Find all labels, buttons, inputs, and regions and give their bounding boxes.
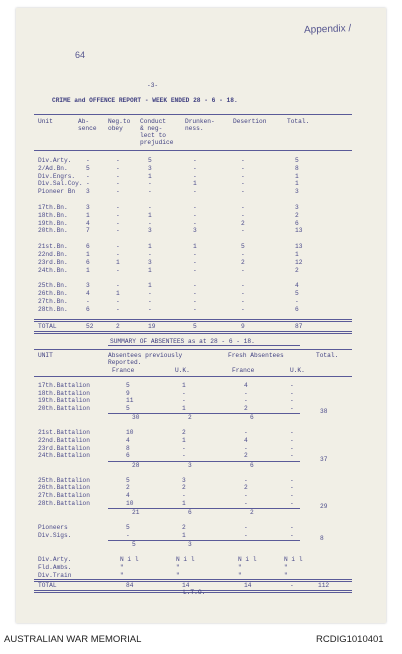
absentees-subtotal-rule: [108, 540, 300, 541]
absentees-row-unit: 26th.Battalion: [38, 484, 90, 492]
crime-row-unit: Pioneer Bn: [38, 188, 76, 196]
absentees-cell: -: [182, 389, 186, 397]
crime-cell: -: [193, 290, 197, 298]
crime-row-unit: Div.Arty.: [38, 157, 72, 164]
absentees-cell: -: [290, 531, 294, 539]
crime-cell: 13: [295, 227, 303, 235]
crime-cell: -: [116, 157, 120, 164]
absentees-cell: -: [290, 492, 294, 499]
crime-column-header: Ab- sence: [78, 118, 97, 132]
crime-row-unit: Div.Sal.Coy.: [38, 180, 83, 188]
absentees-group-total: 37: [320, 455, 328, 463]
crime-cell: 6: [295, 305, 299, 313]
absentees-cell: ": [176, 564, 180, 571]
crime-cell: 6: [86, 258, 90, 266]
absentees-subtotal: 5: [132, 541, 136, 549]
crime-cell: -: [86, 298, 90, 305]
absentees-total-rule-top: [34, 579, 352, 582]
crime-cell: 3: [148, 164, 152, 172]
absentees-cell: ": [284, 564, 288, 571]
crime-cell: -: [148, 204, 152, 211]
absentees-cell: 2: [182, 429, 186, 437]
crime-cell: 1: [116, 290, 120, 298]
crime-row-unit: 19th.Bn.: [38, 219, 68, 227]
crime-total-rule-top: [34, 319, 352, 322]
absentees-row-unit: 21st.Battalion: [38, 429, 90, 437]
crime-cell: 1: [86, 251, 90, 258]
crime-cell: -: [86, 172, 90, 180]
crime-cell: -: [116, 188, 120, 196]
absentees-cell: N i l: [176, 556, 195, 564]
absentees-row-unit: 20th.Battalion: [38, 404, 90, 412]
crime-cell: -: [193, 266, 197, 274]
absentees-cell: -: [290, 484, 294, 492]
crime-cell: 5: [148, 157, 152, 164]
absentees-cell: ": [176, 571, 180, 579]
crime-cell: -: [116, 298, 120, 305]
crime-cell: -: [241, 188, 245, 196]
absentees-cell: ": [238, 564, 242, 571]
crime-cell: -: [241, 266, 245, 274]
absentees-row-unit: 25th.Battalion: [38, 476, 90, 484]
crime-cell: -: [148, 251, 152, 258]
absentees-cell: -: [290, 382, 294, 389]
crime-cell: 3: [86, 204, 90, 211]
crime-cell: -: [241, 180, 245, 188]
absentees-cell: 11: [126, 397, 134, 405]
absentees-cell: -: [290, 499, 294, 507]
absentees-cell: 4: [126, 437, 130, 444]
absentees-cell: 2: [244, 404, 248, 412]
crime-total-rule-bottom: [34, 331, 352, 334]
absentees-cell: -: [244, 492, 248, 499]
crime-cell: -: [241, 211, 245, 219]
crime-cell: -: [241, 204, 245, 211]
crime-cell: -: [116, 243, 120, 251]
crime-cell: -: [241, 298, 245, 305]
absentees-cell: -: [244, 397, 248, 405]
absentees-subtotal: 6: [250, 461, 254, 469]
crime-cell: -: [116, 305, 120, 313]
absentees-cell: -: [182, 492, 186, 499]
crime-cell: -: [86, 180, 90, 188]
absentees-row-unit: 18th.Battalion: [38, 389, 90, 397]
crime-cell: -: [241, 157, 245, 164]
absentees-row-unit: 27th.Battalion: [38, 492, 90, 499]
absentees-row-unit: 28th.Battalion: [38, 499, 90, 507]
crime-cell: 5: [295, 157, 299, 164]
crime-cell: -: [148, 188, 152, 196]
absentees-cell: 2: [182, 524, 186, 532]
crime-cell: -: [116, 172, 120, 180]
crime-row-unit: 28th.Bn.: [38, 305, 68, 313]
absentees-cell: 2: [126, 484, 130, 492]
page-number: -3-: [147, 82, 159, 89]
crime-cell: 2: [295, 266, 299, 274]
crime-cell: 6: [295, 219, 299, 227]
absentees-cell: -: [182, 452, 186, 460]
crime-row-unit: 20th.Bn.: [38, 227, 68, 235]
absentees-cell: -: [126, 531, 130, 539]
crime-cell: 1: [148, 211, 152, 219]
crime-cell: -: [241, 305, 245, 313]
absentees-row-unit: Div.Arty.: [38, 556, 72, 564]
crime-cell: 4: [86, 219, 90, 227]
absentees-cell: -: [290, 437, 294, 444]
absentees-cell: 10: [126, 499, 134, 507]
absentees-row-unit: 19th.Battalion: [38, 397, 90, 405]
crime-row-unit: 24th.Bn.: [38, 266, 68, 274]
crime-cell: -: [193, 305, 197, 313]
crime-cell: 6: [86, 305, 90, 313]
crime-total-cell: 9: [241, 322, 245, 330]
crime-cell: 1: [148, 172, 152, 180]
crime-cell: -: [148, 180, 152, 188]
absentees-group-total: 8: [320, 535, 324, 543]
crime-cell: -: [193, 188, 197, 196]
absentees-cell: 5: [126, 382, 130, 389]
absentees-cell: N i l: [284, 556, 303, 564]
absentees-header-previous: Absentees previously Reported.: [108, 352, 183, 366]
absentees-cell: 6: [126, 452, 130, 460]
crime-row-unit: 23rd.Bn.: [38, 258, 68, 266]
absentees-cell: -: [244, 531, 248, 539]
absentees-subtotal: 21: [132, 509, 140, 517]
crime-cell: -: [193, 157, 197, 164]
absentees-row-unit: 24th.Battalion: [38, 452, 90, 460]
absentees-header-unit: UNIT: [38, 352, 53, 359]
absentees-row-unit: 23rd.Battalion: [38, 444, 90, 452]
absentees-cell: -: [290, 524, 294, 532]
crime-cell: -: [193, 258, 197, 266]
crime-cell: -: [193, 172, 197, 180]
crime-cell: 3: [295, 204, 299, 211]
crime-cell: -: [193, 211, 197, 219]
absentees-total-label: TOTAL: [38, 582, 57, 590]
crime-total-cell: 52: [86, 322, 94, 330]
absentees-cell: -: [182, 444, 186, 452]
crime-cell: 3: [86, 188, 90, 196]
crime-cell: 7: [86, 227, 90, 235]
crime-row-unit: 25th.Bn.: [38, 282, 68, 290]
absentees-cell: 5: [126, 524, 130, 532]
absentees-subtotal: 6: [188, 509, 192, 517]
signature-line: L.T.O.: [183, 589, 206, 596]
crime-cell: -: [148, 290, 152, 298]
absentees-subheader: U.K.: [290, 367, 305, 374]
absentees-cell: -: [290, 476, 294, 484]
footer-archive: AUSTRALIAN WAR MEMORIAL: [4, 634, 142, 645]
absentees-cell: -: [290, 397, 294, 405]
absentees-subtotal: 2: [250, 509, 254, 517]
crime-column-header: Drunken- ness.: [185, 118, 215, 132]
crime-row-unit: 18th.Bn.: [38, 211, 68, 219]
absentees-cell: 1: [182, 499, 186, 507]
absentees-title-underline: [108, 345, 300, 346]
crime-total-label: TOTAL: [38, 322, 57, 330]
absentees-cell: 5: [126, 476, 130, 484]
crime-cell: 2: [241, 258, 245, 266]
crime-header-rule-top: [34, 114, 352, 115]
absentees-cell: ": [238, 571, 242, 579]
crime-cell: 3: [86, 282, 90, 290]
crime-header-rule-bottom: [34, 150, 352, 151]
crime-cell: -: [241, 251, 245, 258]
absentees-cell: 9: [126, 389, 130, 397]
crime-cell: 13: [295, 243, 303, 251]
page-stamp-number: 64: [75, 50, 86, 60]
absentees-cell: 2: [182, 484, 186, 492]
crime-total-cell: 2: [116, 322, 120, 330]
crime-row-unit: Div.Engrs.: [38, 172, 76, 180]
crime-cell: 1: [148, 243, 152, 251]
crime-cell: 1: [148, 282, 152, 290]
crime-cell: -: [116, 211, 120, 219]
absentees-cell: 4: [126, 492, 130, 499]
absentees-subheader: France: [232, 367, 255, 374]
absentees-total-cell: 14: [182, 582, 190, 590]
absentees-total-cell: 84: [126, 582, 134, 590]
crime-column-header: Unit: [38, 118, 53, 125]
absentees-subtotal: 3: [188, 541, 192, 549]
crime-cell: 1: [86, 211, 90, 219]
crime-cell: -: [116, 204, 120, 211]
absentees-cell: -: [244, 524, 248, 532]
absentees-title: SUMMARY OF ABSENTEES as at 28 - 6 - 18.: [110, 338, 255, 345]
absentees-subtotal: 3: [188, 461, 192, 469]
crime-cell: -: [193, 282, 197, 290]
crime-row-unit: 21st.Bn.: [38, 243, 68, 251]
crime-cell: -: [193, 251, 197, 258]
absentees-cell: 3: [182, 476, 186, 484]
crime-cell: -: [148, 305, 152, 313]
absentees-cell: -: [182, 397, 186, 405]
crime-row-unit: 26th.Bn.: [38, 290, 68, 298]
absentees-subheader: U.K.: [175, 367, 190, 374]
crime-total-cell: 19: [148, 322, 156, 330]
crime-cell: 5: [241, 243, 245, 251]
absentees-header-rule-bottom: [34, 376, 352, 377]
absentees-cell: 1: [182, 404, 186, 412]
absentees-header-fresh: Fresh Absentees: [228, 352, 284, 359]
crime-cell: 2: [241, 219, 245, 227]
crime-column-header: Conduct & neg- lect to prejudice: [140, 118, 174, 146]
absentees-row-unit: 17th.Battalion: [38, 382, 90, 389]
absentees-cell: 4: [244, 382, 248, 389]
crime-cell: 4: [295, 282, 299, 290]
absentees-cell: 2: [244, 484, 248, 492]
absentees-subheader: France: [112, 367, 135, 374]
absentees-cell: -: [244, 389, 248, 397]
absentees-row-unit: Div.Sigs.: [38, 531, 72, 539]
crime-cell: -: [116, 266, 120, 274]
crime-report-title: CRIME and OFFENCE REPORT - WEEK ENDED 28 - 6 - 18.: [52, 97, 238, 104]
crime-row-unit: 22nd.Bn.: [38, 251, 68, 258]
absentees-total-cell: 14: [244, 582, 252, 590]
absentees-cell: ": [120, 564, 124, 571]
crime-row-unit: 2/Ad.Bn.: [38, 164, 68, 172]
crime-cell: 1: [295, 172, 299, 180]
crime-cell: 3: [148, 227, 152, 235]
crime-cell: 3: [193, 227, 197, 235]
absentees-row-unit: 22nd.Battalion: [38, 437, 90, 444]
absentees-row-unit: Fld.Ambs.: [38, 564, 72, 571]
crime-cell: -: [241, 227, 245, 235]
absentees-subtotal: 2: [188, 414, 192, 422]
crime-total-cell: 5: [193, 322, 197, 330]
appendix-stamp: Appendix /: [303, 23, 352, 36]
crime-cell: 1: [116, 258, 120, 266]
footer-reference: RCDIG1010401: [316, 634, 384, 645]
crime-cell: -: [193, 204, 197, 211]
absentees-cell: -: [290, 452, 294, 460]
crime-row-unit: 27th.Bn.: [38, 298, 68, 305]
absentees-cell: ": [120, 571, 124, 579]
absentees-cell: -: [290, 404, 294, 412]
crime-cell: 5: [86, 164, 90, 172]
crime-cell: -: [116, 251, 120, 258]
crime-row-unit: 17th.Bn.: [38, 204, 68, 211]
crime-cell: 3: [295, 188, 299, 196]
crime-cell: -: [193, 298, 197, 305]
absentees-cell: -: [244, 444, 248, 452]
crime-cell: -: [148, 219, 152, 227]
crime-total-cell: 87: [295, 322, 303, 330]
absentees-cell: N i l: [238, 556, 257, 564]
absentees-cell: 8: [126, 444, 130, 452]
absentees-subtotal: 6: [250, 414, 254, 422]
absentees-subtotal: 30: [132, 414, 140, 422]
crime-column-header: Total.: [287, 118, 310, 125]
absentees-cell: 2: [244, 452, 248, 460]
absentees-cell: ": [284, 571, 288, 579]
absentees-cell: -: [290, 429, 294, 437]
crime-cell: -: [116, 164, 120, 172]
absentees-cell: -: [244, 476, 248, 484]
absentees-cell: 1: [182, 531, 186, 539]
crime-cell: 6: [86, 243, 90, 251]
absentees-row-unit: Div.Train: [38, 571, 72, 579]
crime-cell: 5: [295, 290, 299, 298]
absentees-header-total: Total.: [316, 352, 339, 359]
crime-cell: 2: [295, 211, 299, 219]
crime-cell: -: [193, 164, 197, 172]
absentees-cell: -: [290, 444, 294, 452]
absentees-row-unit: Pioneers: [38, 524, 68, 532]
absentees-group-total: 38: [320, 408, 328, 416]
crime-cell: 8: [295, 164, 299, 172]
crime-cell: -: [116, 227, 120, 235]
crime-cell: 1: [193, 180, 197, 188]
crime-cell: -: [295, 298, 299, 305]
crime-cell: -: [116, 219, 120, 227]
crime-cell: -: [241, 172, 245, 180]
absentees-cell: 1: [182, 382, 186, 389]
crime-cell: -: [116, 282, 120, 290]
absentees-cell: -: [244, 429, 248, 437]
crime-cell: 1: [193, 243, 197, 251]
absentees-cell: 10: [126, 429, 134, 437]
absentees-total-cell: 112: [318, 582, 330, 590]
absentees-subtotal: 28: [132, 461, 140, 469]
crime-cell: 3: [148, 258, 152, 266]
crime-column-header: Desertion: [233, 118, 267, 125]
absentees-header-rule-top: [34, 349, 352, 350]
crime-cell: -: [241, 282, 245, 290]
absentees-cell: -: [244, 499, 248, 507]
crime-cell: -: [241, 290, 245, 298]
absentees-cell: 5: [126, 404, 130, 412]
absentees-total-cell: -: [290, 582, 294, 590]
absentees-cell: -: [290, 389, 294, 397]
crime-column-header: Neg.to obey: [108, 118, 131, 132]
crime-cell: 1: [148, 266, 152, 274]
crime-cell: -: [86, 157, 90, 164]
absentees-group-total: 29: [320, 503, 328, 511]
crime-cell: 1: [295, 180, 299, 188]
crime-cell: -: [148, 298, 152, 305]
absentees-cell: 4: [244, 437, 248, 444]
crime-cell: 12: [295, 258, 303, 266]
crime-cell: 1: [295, 251, 299, 258]
absentees-cell: N i l: [120, 556, 139, 564]
crime-cell: 1: [86, 266, 90, 274]
crime-cell: -: [193, 219, 197, 227]
absentees-cell: 1: [182, 437, 186, 444]
crime-cell: 4: [86, 290, 90, 298]
crime-cell: -: [241, 164, 245, 172]
crime-cell: -: [116, 180, 120, 188]
